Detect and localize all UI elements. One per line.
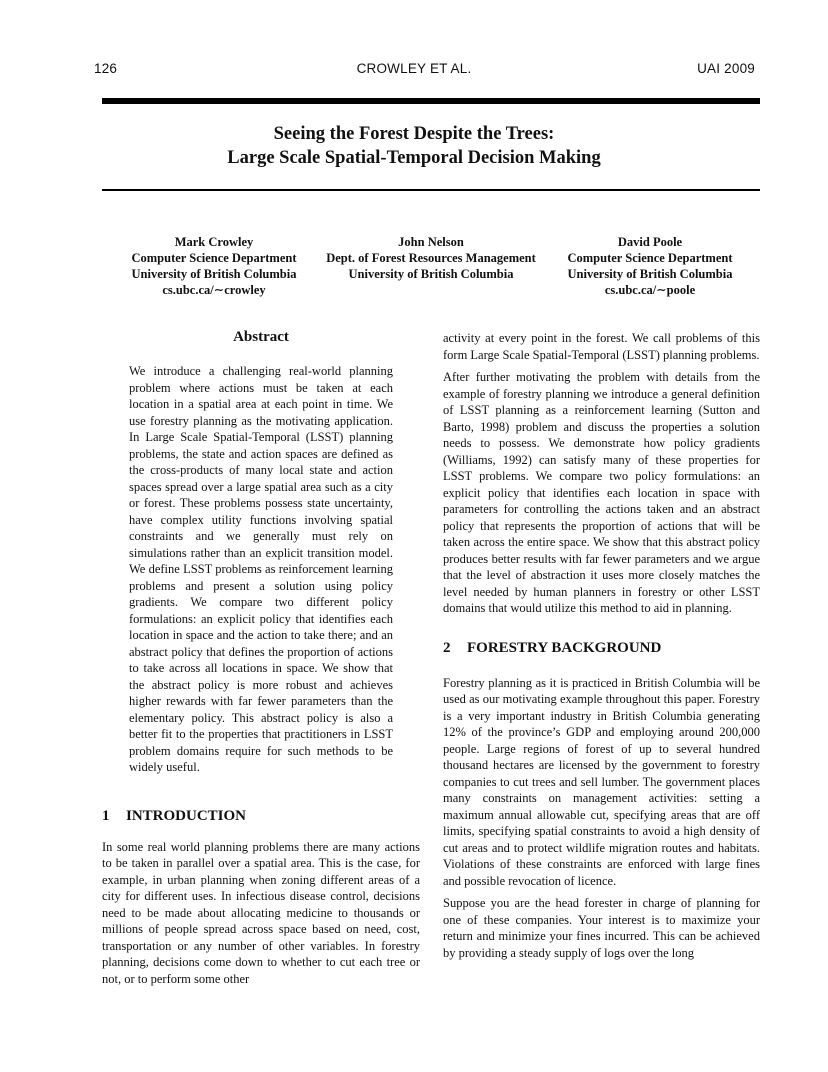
- author-name: David Poole: [617, 235, 683, 249]
- author-dept: Dept. of Forest Resources Management: [326, 251, 536, 265]
- author-univ: University of British Columbia: [131, 267, 297, 281]
- author-name: John Nelson: [398, 235, 464, 249]
- section-number: 2: [443, 639, 451, 656]
- paper-title: [0, 122, 828, 170]
- author-block: [316, 234, 546, 282]
- title-line-2: Large Scale Spatial-Temporal Decision Making: [227, 148, 601, 168]
- venue-label: UAI 2009: [697, 61, 755, 76]
- title-line-1: Seeing the Forest Despite the Trees:: [273, 124, 555, 144]
- paragraph: In some real world planning problems there are many actions to be taken in parallel over a spatial area. This is the case, for example, in urban planning when zoning different areas of a city for different uses. In infectious disease control, decisions need to be made about allocating medicine to thousands or millions of people spread across space based on need, cost, transportation or any number of other variables. In forestry planning, decisions come down to whether to cut each tree or not, or to perform some other: [102, 839, 420, 986]
- paragraph: activity at every point in the forest. We call problems of this form Large Scale Spatial-Temporal (LSST) planning problems.: [443, 331, 760, 362]
- author-name: Mark Crowley: [174, 235, 254, 249]
- paragraph: After further motivating the problem with details from the example of forestry planning we introduce a general definition of LSST planning as a reinforcement learning (Sutton and Barto, 1998) problem and discuss the properties a solution needs to possess. We demonstrate how policy gradients (Williams, 1992) can satisfy many of these properties for LSST problems. We compare two policy formulations: an explicit policy that identifies each location in space with parameters for controlling the actions taken and an abstract policy that represents the proportion of actions that will be taken across the entire space. We show that this abstract policy produces better results with far fewer parameters and we argue that the level of abstraction it uses more closely matches the level needed by human planners in forestry or other LSST domains that would utilize this method to aid in planning.: [443, 370, 760, 615]
- paragraph: Forestry planning as it is practiced in British Columbia will be used as our motivating example throughout this paper. Forestry is a very important industry in British Columbia generating 12% of the province’s GDP and employing around 200,000 people. Large regions of forest of up to several hundred thousand hectares are licensed by the government to forestry companies to cut trees and sell lumber. The government places many constraints on management activities: setting a maximum annual allowable cut, specifying areas that are off limits, specifying spatial constraints to avoid a high density of cut areas and to protect wildlife migration routes and habitats. Violations of these constraints are enforced with large fines and possible revocation of licence.: [443, 675, 760, 888]
- author-univ: University of British Columbia: [567, 267, 733, 281]
- author-url[interactable]: cs.ubc.ca/∼poole: [604, 283, 696, 297]
- right-column: [443, 330, 760, 961]
- section-number: 1: [102, 807, 110, 824]
- author-dept: Computer Science Department: [567, 251, 733, 265]
- section-title: FORESTRY BACKGROUND: [467, 639, 662, 656]
- title-rule: [102, 189, 760, 191]
- abstract-heading: Abstract: [233, 329, 289, 345]
- running-title: CROWLEY ET AL.: [356, 61, 472, 76]
- paragraph: Suppose you are the head forester in charge of planning for one of these companies. Your interest is to maximize your return and minimize your fines incurred. This can be achieved by providing a steady supply of logs over the long: [443, 896, 760, 960]
- author-dept: Computer Science Department: [131, 251, 297, 265]
- author-univ: University of British Columbia: [348, 267, 514, 281]
- author-url[interactable]: cs.ubc.ca/∼crowley: [162, 283, 266, 297]
- abstract-text: We introduce a challenging real-world planning problem where actions must be taken at each location in a spatial area at each point in time. We use forestry planning as the motivating application. In Large Scale Spatial-Temporal (LSST) planning problems, the state and action spaces are defined as the cross-products of many local state and action spaces spread over a large spatial area such as a city or forest. These problems possess state uncertainty, have complex utility functions involving spatial constraints and we generally must rely on simulations rather than an explicit transition model. We define LSST problems as reinforcement learning problems and present a solution using policy gradients. We compare two different policy formulations: an explicit policy that identifies each location in space and the action to take there; and an abstract policy that defines the proportion of actions to take across all locations in space. We show that the abstract policy is more robust and achieves higher rewards with far fewer parameters than the elementary policy. This abstract policy is also a better fit to the properties that practitioners in LSST problem domains require for such methods to be widely useful.: [129, 364, 393, 774]
- section-heading-forestry-background: [443, 638, 760, 658]
- section-title: INTRODUCTION: [126, 807, 247, 824]
- left-column: [102, 326, 420, 987]
- section-heading-introduction: [102, 806, 420, 826]
- page-number: 126: [94, 61, 118, 76]
- author-block: [116, 234, 312, 298]
- author-block: [555, 234, 745, 298]
- top-rule: [102, 98, 760, 104]
